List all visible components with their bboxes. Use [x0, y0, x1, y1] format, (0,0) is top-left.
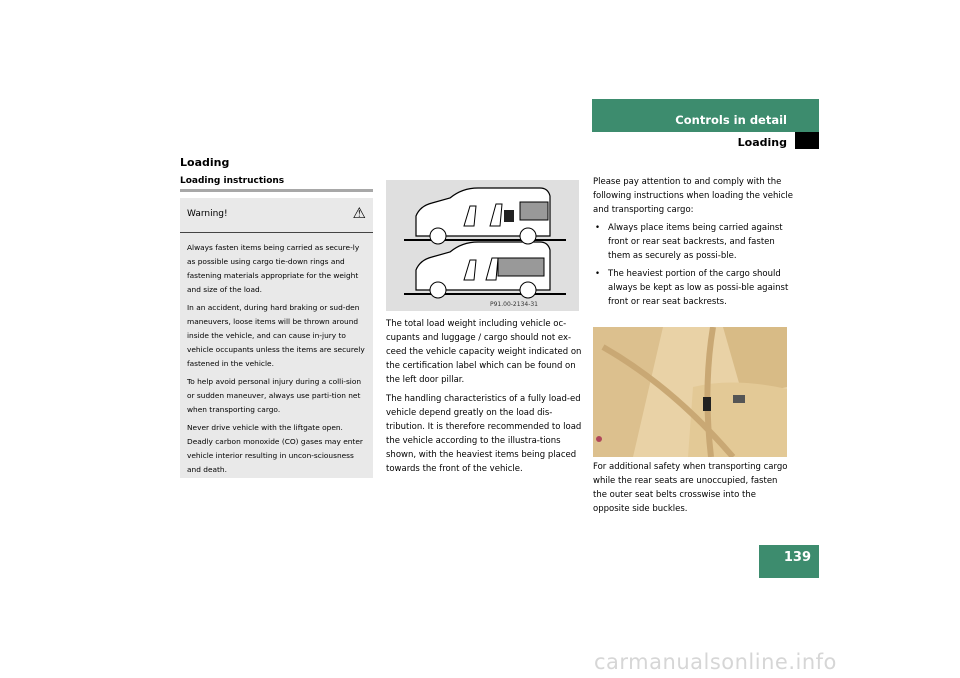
body-paragraph: The total load weight including vehicle oc-cupants and luggage / cargo should not ex-ceed the vehicle capacity weight indicated on the certification label which can be found on the left door pillar.	[386, 319, 582, 385]
header-title: Controls in detail	[675, 113, 787, 127]
warning-paragraph: To help avoid personal injury during a colli-sion or sudden maneuver, always use parti-tion net when transporting cargo.	[187, 377, 362, 414]
body-column-3-bottom	[593, 460, 793, 516]
intro-paragraph: Please pay attention to and comply with the following instructions when loading the vehicle and transporting cargo:	[593, 177, 793, 215]
warning-divider	[180, 232, 373, 233]
watermark: carmanualsonline.info	[594, 650, 837, 674]
vehicle-loading-diagram	[386, 180, 579, 311]
seat-belt-illustration	[593, 327, 787, 457]
warning-triangle-icon: ⚠	[352, 204, 366, 222]
list-item: • The heaviest portion of the cargo should always be kept as low as possi-ble against front or rear seat backrests.	[593, 267, 793, 309]
header-marker	[795, 132, 819, 149]
warning-paragraph: In an accident, during hard braking or sud-den maneuvers, loose items will be thrown around inside the vehicle, and can cause in-jury to vehicle occupants unless the items are securely fastened in the vehicle.	[187, 303, 365, 368]
section-title: Loading	[180, 156, 230, 169]
header-subtitle: Loading	[737, 136, 787, 149]
body-paragraph: The handling characteristics of a fully load-ed vehicle depend greatly on the load dis-tribution. It is therefore recommended to load the vehicle according to the illustra-tions shown, with the heaviest items being placed towards the front of the vehicle.	[386, 394, 582, 474]
warning-paragraph: Always fasten items being carried as secure-ly as possible using cargo tie-down rings and fastening materials appropriate for the weight and size of the load.	[187, 243, 360, 294]
warning-paragraph: Never drive vehicle with the liftgate open. Deadly carbon monoxide (CO) gases may enter vehicle interior resulting in uncon-sciousness and death.	[187, 423, 363, 474]
loading-illustration	[386, 180, 579, 311]
seat-belt-photo	[593, 327, 787, 457]
body-paragraph: For additional safety when transporting cargo while the rear seats are unoccupied, fasten the outer seat belts crosswise into the opposite side buckles.	[593, 462, 788, 514]
page-number: 139	[759, 545, 819, 578]
figure1-caption: P91.00-2134-31	[489, 301, 538, 308]
instruction-list	[593, 221, 793, 309]
body-column-3	[593, 175, 793, 313]
subsection-rule	[180, 189, 373, 192]
subsection-title: Loading instructions	[180, 176, 285, 186]
warning-box	[180, 198, 373, 478]
body-column-2	[386, 317, 582, 481]
list-item: • Always place items being carried against front or rear seat backrests, and fasten them as securely as possi-ble.	[593, 221, 793, 263]
warning-heading: Warning!	[187, 208, 228, 219]
